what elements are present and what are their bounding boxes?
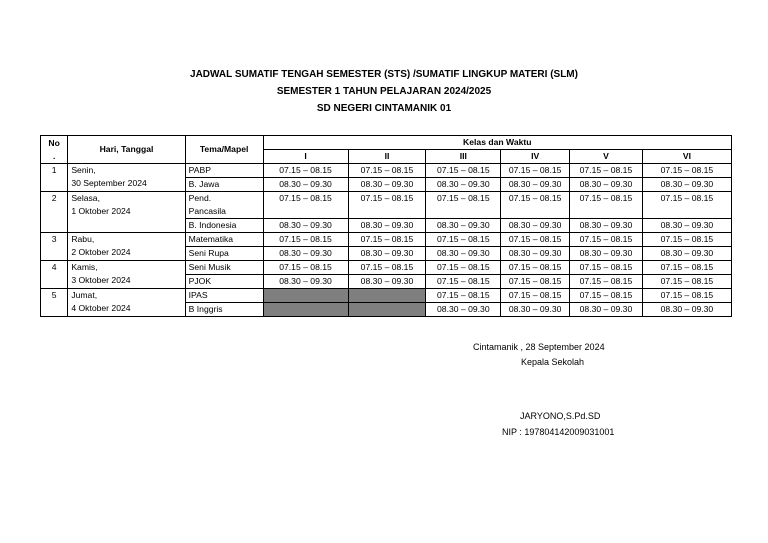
time-cell: 08.30 – 09.30 (426, 219, 501, 233)
subject-cell: Seni Musik (185, 261, 263, 275)
time-cell: 07.15 – 08.15 (570, 289, 643, 303)
time-cell: 07.15 – 08.15 (642, 261, 731, 275)
time-cell: 07.15 – 08.15 (426, 261, 501, 275)
time-cell: 08.30 – 09.30 (501, 247, 570, 261)
day-tanggal: 1 Oktober 2024 (71, 206, 131, 216)
time-cell: 07.15 – 08.15 (570, 275, 643, 289)
time-cell: 08.30 – 09.30 (642, 219, 731, 233)
subject-cell: B. Indonesia (185, 219, 263, 233)
header-class-v: V (570, 150, 643, 164)
table-row (41, 261, 732, 275)
time-cell: 07.15 – 08.15 (426, 192, 501, 219)
header-no-dot: . (52, 150, 56, 161)
subject-cell: Seni Rupa (185, 247, 263, 261)
time-cell: 08.30 – 09.30 (642, 178, 731, 192)
day-tanggal: 30 September 2024 (71, 178, 147, 188)
header-class-iii: III (426, 150, 501, 164)
time-cell: 07.15 – 08.15 (501, 192, 570, 219)
time-cell: 08.30 – 09.30 (348, 178, 426, 192)
time-cell: 08.30 – 09.30 (426, 178, 501, 192)
time-cell: 07.15 – 08.15 (501, 164, 570, 178)
header-kelas-waktu: Kelas dan Waktu (263, 136, 731, 150)
blocked-cell (263, 303, 348, 317)
document-title (0, 66, 768, 117)
table-row (41, 289, 732, 303)
time-cell: 07.15 – 08.15 (501, 289, 570, 303)
blocked-cell (348, 289, 426, 303)
day-number: 3 (41, 233, 68, 261)
day-date (68, 164, 185, 192)
time-cell: 08.30 – 09.30 (348, 275, 426, 289)
time-cell: 08.30 – 09.30 (501, 178, 570, 192)
subject-cell: Matematika (185, 233, 263, 247)
title-line-1: JADWAL SUMATIF TENGAH SEMESTER (STS) /SUMATIF LINGKUP MATERI (SLM) (190, 69, 578, 80)
header-no (41, 136, 68, 164)
time-cell: 07.15 – 08.15 (263, 261, 348, 275)
time-cell: 07.15 – 08.15 (501, 275, 570, 289)
time-cell: 08.30 – 09.30 (501, 303, 570, 317)
blocked-cell (263, 289, 348, 303)
subject-line-1: Pend. (188, 193, 212, 203)
subject-line-2: Pancasila (188, 206, 226, 216)
day-name: Jumat, (71, 290, 98, 300)
time-cell: 07.15 – 08.15 (426, 275, 501, 289)
time-cell: 07.15 – 08.15 (501, 233, 570, 247)
time-cell: 08.30 – 09.30 (642, 247, 731, 261)
day-name: Kamis, (71, 262, 98, 272)
day-number: 2 (41, 192, 68, 233)
header-class-i: I (263, 150, 348, 164)
subject-cell (185, 192, 263, 219)
time-cell: 08.30 – 09.30 (642, 303, 731, 317)
day-date (68, 233, 185, 261)
day-name: Selasa, (71, 193, 100, 203)
header-class-iv: IV (501, 150, 570, 164)
time-cell: 07.15 – 08.15 (426, 289, 501, 303)
time-cell: 07.15 – 08.15 (263, 164, 348, 178)
time-cell: 07.15 – 08.15 (348, 261, 426, 275)
time-cell: 08.30 – 09.30 (348, 219, 426, 233)
title-line-3: SD NEGERI CINTAMANIK 01 (316, 103, 452, 114)
header-class-ii: II (348, 150, 426, 164)
time-cell: 07.15 – 08.15 (642, 164, 731, 178)
day-name: Senin, (71, 165, 96, 175)
schedule-table (40, 135, 732, 317)
time-cell: 08.30 – 09.30 (570, 247, 643, 261)
subject-cell: B Inggris (185, 303, 263, 317)
time-cell: 07.15 – 08.15 (570, 261, 643, 275)
time-cell: 08.30 – 09.30 (263, 178, 348, 192)
time-cell: 08.30 – 09.30 (263, 275, 348, 289)
time-cell: 08.30 – 09.30 (570, 303, 643, 317)
day-date (68, 192, 185, 233)
time-cell: 07.15 – 08.15 (501, 261, 570, 275)
time-cell: 08.30 – 09.30 (426, 303, 501, 317)
subject-cell: B. Jawa (185, 178, 263, 192)
subject-cell: PABP (185, 164, 263, 178)
day-number: 4 (41, 261, 68, 289)
day-tanggal: 4 Oktober 2024 (71, 303, 131, 313)
time-cell: 08.30 – 09.30 (570, 178, 643, 192)
signature-place-date: Cintamanik , 28 September 2024 (473, 342, 605, 352)
header-no-label: No (48, 137, 60, 148)
table-row (41, 192, 732, 219)
time-cell: 08.30 – 09.30 (263, 247, 348, 261)
time-cell: 08.30 – 09.30 (570, 219, 643, 233)
title-line-2: SEMESTER 1 TAHUN PELAJARAN 2024/2025 (276, 86, 492, 97)
time-cell: 08.30 – 09.30 (348, 247, 426, 261)
time-cell: 07.15 – 08.15 (570, 233, 643, 247)
time-cell: 08.30 – 09.30 (263, 219, 348, 233)
signature-role: Kepala Sekolah (521, 357, 585, 367)
time-cell: 07.15 – 08.15 (348, 164, 426, 178)
time-cell: 08.30 – 09.30 (426, 247, 501, 261)
signature-name: JARYONO,S.Pd.SD (520, 411, 601, 421)
header-tema-mapel: Tema/Mapel (185, 136, 263, 164)
signature-nip: NIP : 197804142009031001 (502, 427, 615, 437)
header-hari-tanggal: Hari, Tanggal (68, 136, 185, 164)
time-cell: 07.15 – 08.15 (348, 233, 426, 247)
day-date (68, 261, 185, 289)
time-cell: 07.15 – 08.15 (642, 289, 731, 303)
table-row (41, 164, 732, 178)
subject-cell: IPAS (185, 289, 263, 303)
day-tanggal: 2 Oktober 2024 (71, 247, 131, 257)
header-class-vi: VI (642, 150, 731, 164)
day-number: 5 (41, 289, 68, 317)
table-row (41, 233, 732, 247)
time-cell: 07.15 – 08.15 (348, 192, 426, 219)
day-number: 1 (41, 164, 68, 192)
day-name: Rabu, (71, 234, 95, 244)
subject-cell: PJOK (185, 275, 263, 289)
time-cell: 07.15 – 08.15 (642, 192, 731, 219)
day-date (68, 289, 185, 317)
time-cell: 07.15 – 08.15 (570, 192, 643, 219)
time-cell: 07.15 – 08.15 (570, 164, 643, 178)
time-cell: 07.15 – 08.15 (426, 164, 501, 178)
time-cell: 07.15 – 08.15 (263, 233, 348, 247)
time-cell: 08.30 – 09.30 (501, 219, 570, 233)
time-cell: 07.15 – 08.15 (642, 233, 731, 247)
time-cell: 07.15 – 08.15 (426, 233, 501, 247)
time-cell: 07.15 – 08.15 (642, 275, 731, 289)
blocked-cell (348, 303, 426, 317)
time-cell: 07.15 – 08.15 (263, 192, 348, 219)
day-tanggal: 3 Oktober 2024 (71, 275, 131, 285)
